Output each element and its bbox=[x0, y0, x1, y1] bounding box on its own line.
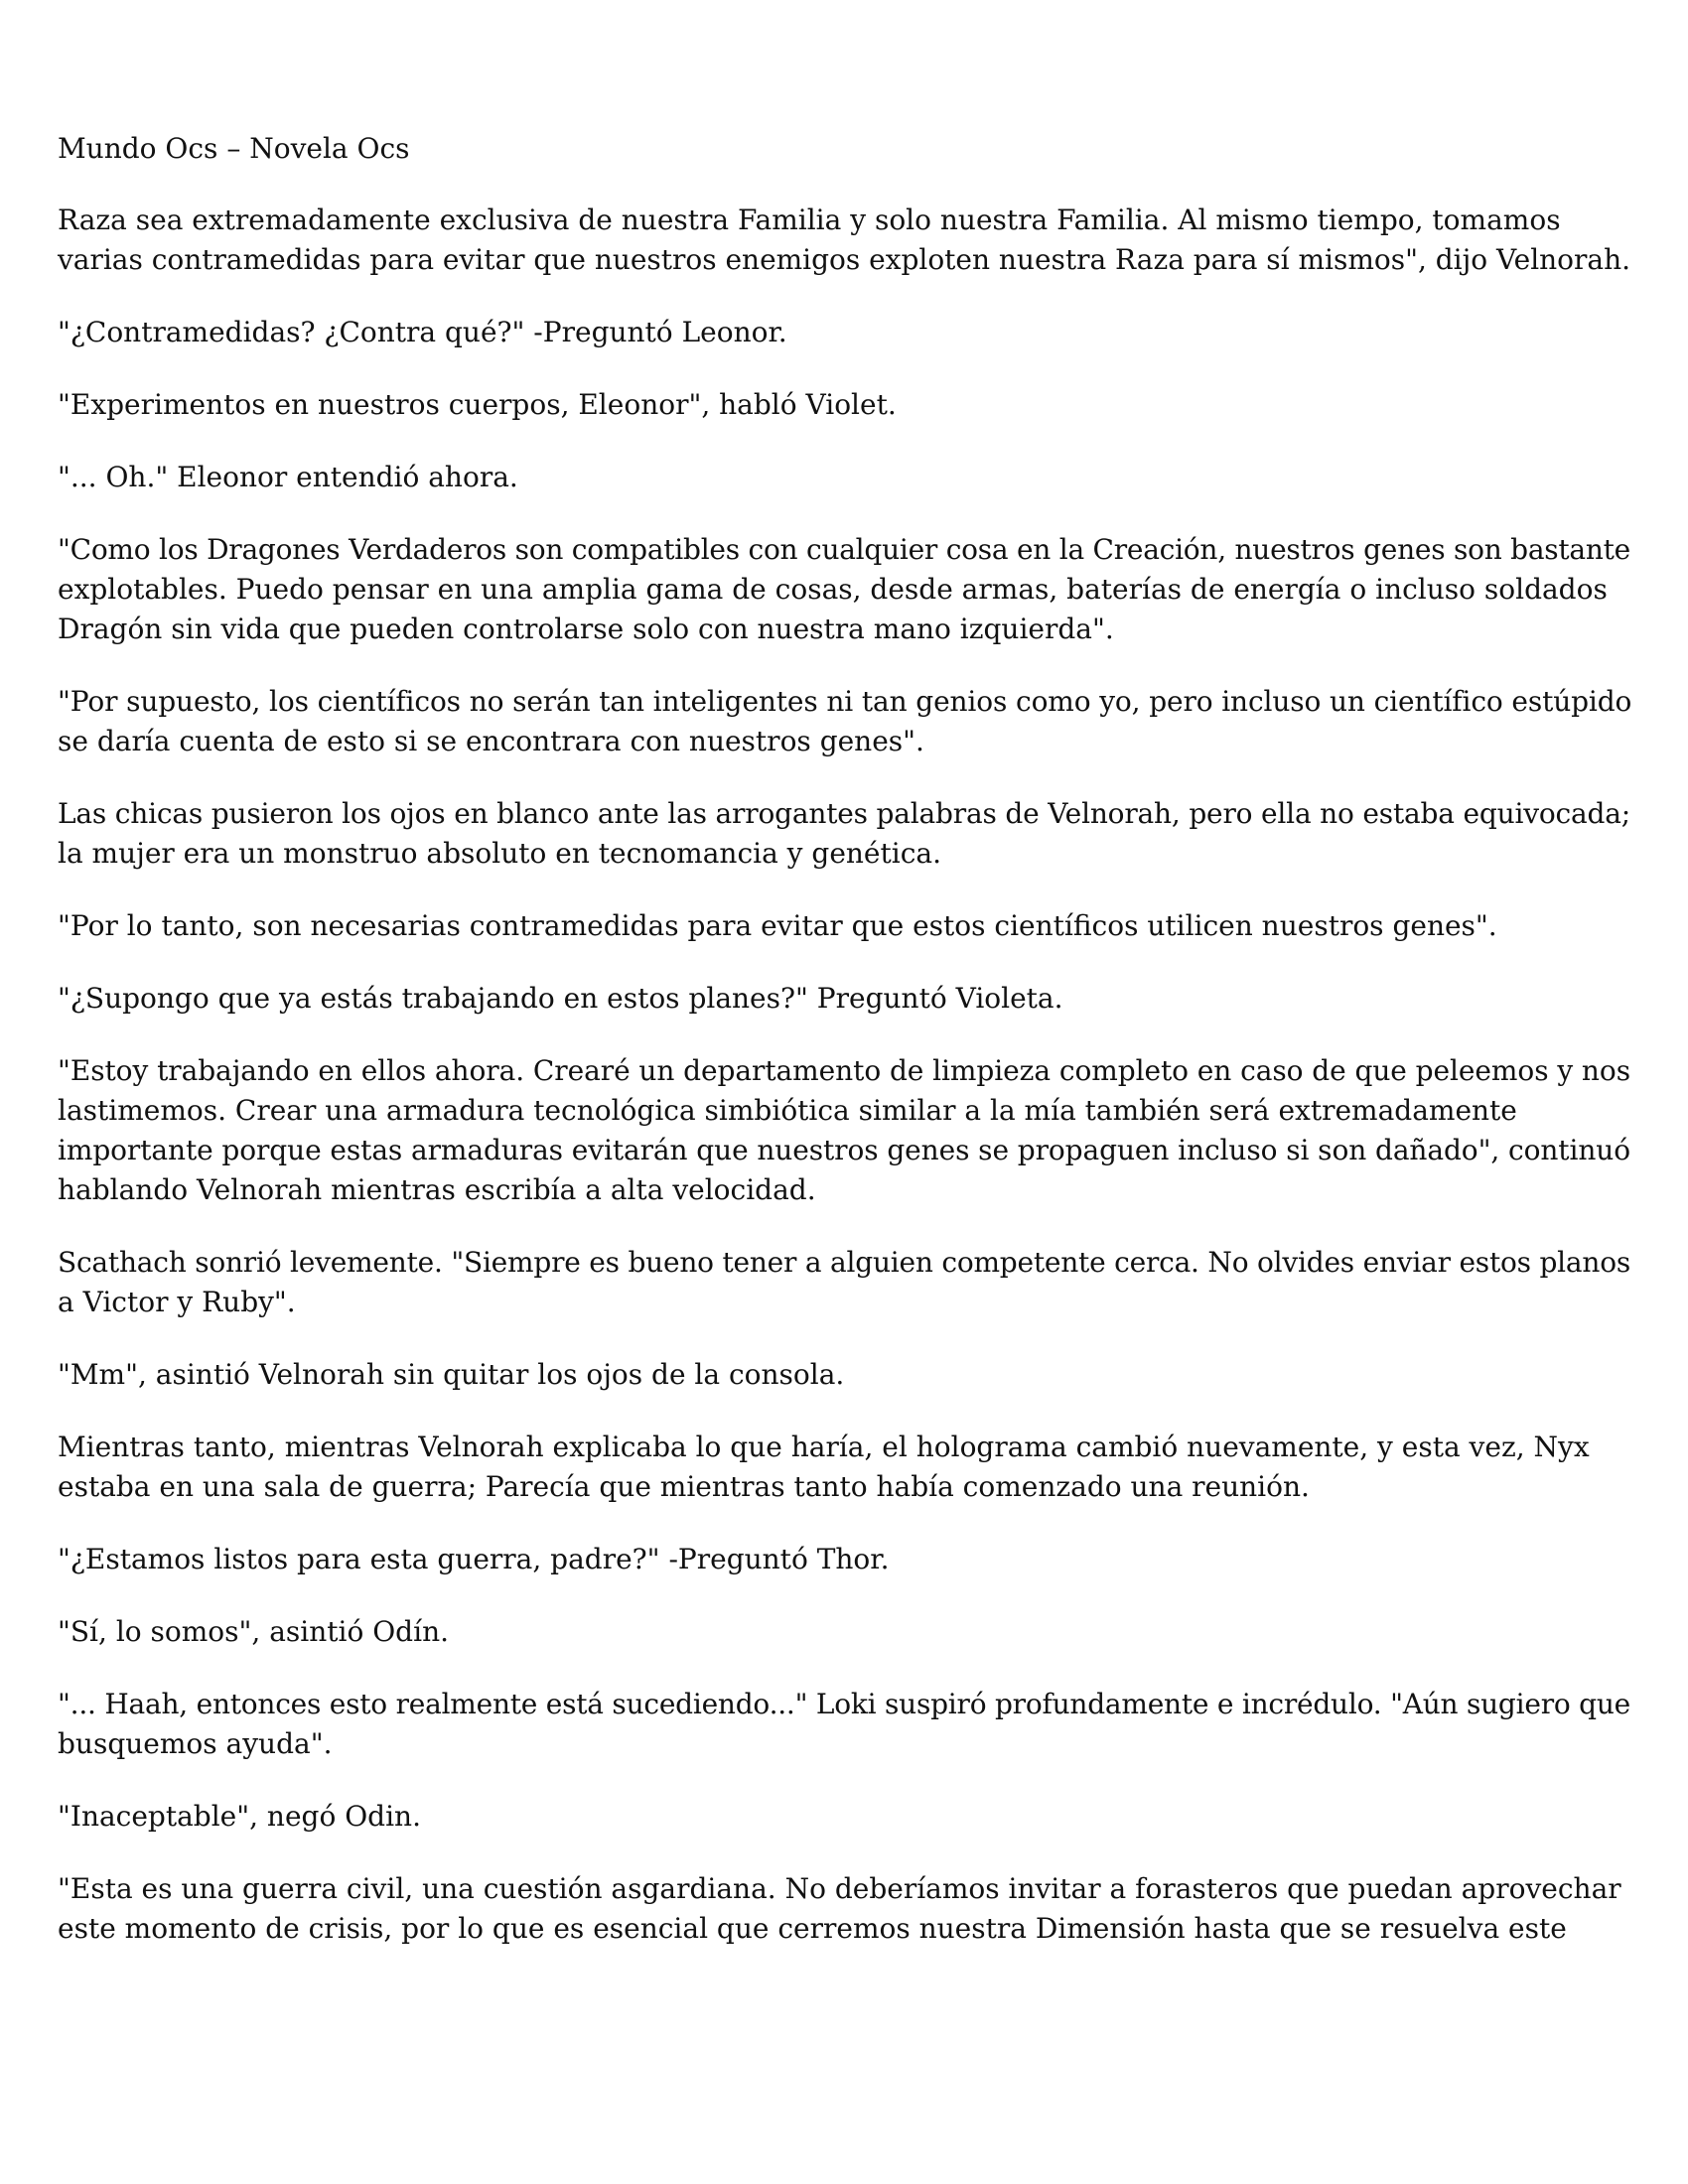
document-body bbox=[58, 201, 1630, 1949]
paragraph bbox=[58, 682, 1630, 761]
text-line: "Esta es una guerra civil, una cuestión asgardiana. No deberíamos invitar a forasteros que puedan aprovechar bbox=[58, 1872, 1621, 1905]
paragraph bbox=[58, 1869, 1630, 1949]
paragraph bbox=[58, 1243, 1630, 1322]
text-line: hablando Velnorah mientras escribía a alta velocidad. bbox=[58, 1173, 816, 1206]
text-line: "Experimentos en nuestros cuerpos, Eleonor", habló Violet. bbox=[58, 388, 897, 421]
paragraph bbox=[58, 1797, 1630, 1837]
text-line: "Sí, lo somos", asintió Odín. bbox=[58, 1615, 449, 1648]
text-line: "Estoy trabajando en ellos ahora. Crearé un departamento de limpieza completo en caso de que peleemos y nos bbox=[58, 1054, 1630, 1087]
paragraph bbox=[58, 458, 1630, 497]
paragraph bbox=[58, 201, 1630, 280]
text-line: "Como los Dragones Verdaderos son compatibles con cualquier cosa en la Creación, nuestros genes son bastante bbox=[58, 533, 1630, 566]
paragraph bbox=[58, 1612, 1630, 1652]
paragraph bbox=[58, 313, 1630, 352]
text-line: lastimemos. Crear una armadura tecnológica simbiótica similar a la mía también será extremadamente bbox=[58, 1094, 1517, 1127]
text-line: "Inaceptable", negó Odin. bbox=[58, 1800, 421, 1833]
text-line: varias contramedidas para evitar que nuestros enemigos exploten nuestra Raza para sí mismos", dijo Velnorah. bbox=[58, 243, 1630, 276]
paragraph bbox=[58, 1355, 1630, 1395]
text-line: "... Haah, entonces esto realmente está sucediendo..." Loki suspiró profundamente e incrédulo. "Aún sugiero que bbox=[58, 1688, 1630, 1720]
text-line: a Victor y Ruby". bbox=[58, 1286, 296, 1318]
text-line: busquemos ayuda". bbox=[58, 1727, 333, 1760]
text-line: Raza sea extremadamente exclusiva de nuestra Familia y solo nuestra Familia. Al mismo tiempo, tomamos bbox=[58, 204, 1561, 236]
text-line: "¿Contramedidas? ¿Contra qué?" -Preguntó Leonor. bbox=[58, 316, 787, 348]
text-line: estaba en una sala de guerra; Parecía que mientras tanto había comenzado una reunión. bbox=[58, 1470, 1310, 1503]
text-line: importante porque estas armaduras evitarán que nuestros genes se propaguen incluso si son dañado", continuó bbox=[58, 1134, 1631, 1166]
text-line: "Por supuesto, los científicos no serán tan inteligentes ni tan genios como yo, pero incluso un científico estúpido bbox=[58, 685, 1632, 718]
text-line: "Por lo tanto, son necesarias contramedidas para evitar que estos científicos utilicen nuestros genes". bbox=[58, 909, 1497, 942]
document-title: Mundo Ocs – Novela Ocs bbox=[58, 132, 410, 165]
paragraph bbox=[58, 794, 1630, 874]
paragraph bbox=[58, 906, 1630, 946]
text-line: explotables. Puedo pensar en una amplia gama de cosas, desde armas, baterías de energía o incluso soldados bbox=[58, 573, 1608, 606]
text-line: "Mm", asintió Velnorah sin quitar los ojos de la consola. bbox=[58, 1358, 845, 1391]
text-line: este momento de crisis, por lo que es esencial que cerremos nuestra Dimensión hasta que se resuelva este bbox=[58, 1912, 1567, 1945]
text-line: Dragón sin vida que pueden controlarse solo con nuestra mano izquierda". bbox=[58, 613, 1114, 645]
text-line: se daría cuenta de esto si se encontrara con nuestros genes". bbox=[58, 725, 924, 757]
paragraph bbox=[58, 979, 1630, 1019]
text-line: Las chicas pusieron los ojos en blanco ante las arrogantes palabras de Velnorah, pero ella no estaba equivocada; bbox=[58, 797, 1630, 830]
text-line: Mientras tanto, mientras Velnorah explicaba lo que haría, el holograma cambió nuevamente, y esta vez, Nyx bbox=[58, 1431, 1590, 1463]
text-line: "¿Estamos listos para esta guerra, padre?" -Preguntó Thor. bbox=[58, 1543, 890, 1575]
text-line: Scathach sonrió levemente. "Siempre es bueno tener a alguien competente cerca. No olvides enviar estos planos bbox=[58, 1246, 1630, 1279]
paragraph bbox=[58, 1540, 1630, 1579]
text-line: "... Oh." Eleonor entendió ahora. bbox=[58, 461, 518, 493]
paragraph bbox=[58, 530, 1630, 649]
paragraph bbox=[58, 385, 1630, 425]
text-line: la mujer era un monstruo absoluto en tecnomancia y genética. bbox=[58, 837, 941, 870]
text-line: "¿Supongo que ya estás trabajando en estos planes?" Preguntó Violeta. bbox=[58, 982, 1063, 1015]
paragraph bbox=[58, 1685, 1630, 1764]
paragraph bbox=[58, 1428, 1630, 1507]
paragraph bbox=[58, 1051, 1630, 1210]
